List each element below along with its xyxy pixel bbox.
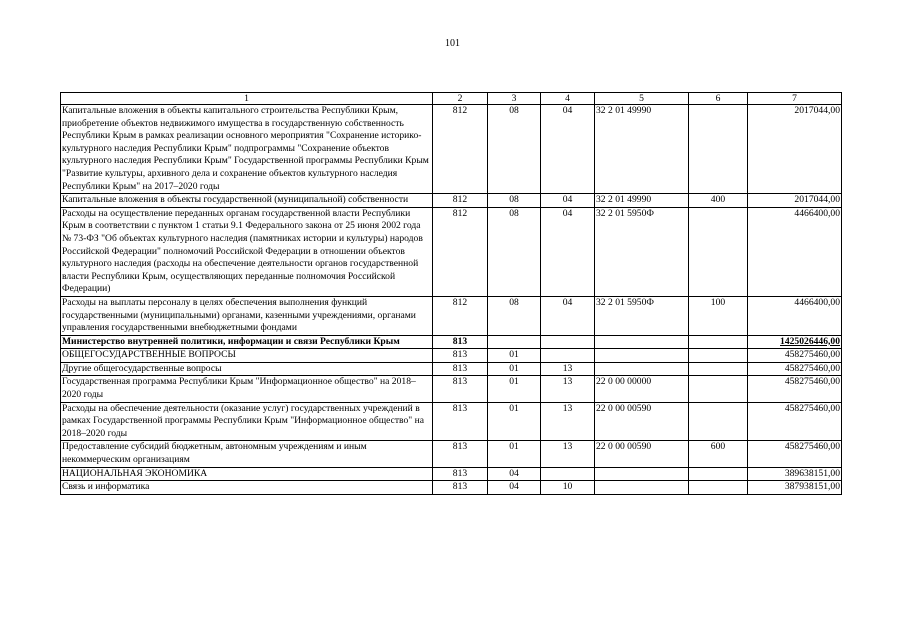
- row-target-code: 32 2 01 49990: [595, 194, 689, 208]
- header-col-3: 3: [488, 93, 541, 105]
- row-ministry-code: 813: [433, 402, 488, 441]
- header-col-4: 4: [541, 93, 595, 105]
- row-target-code: 32 2 01 5950Ф: [595, 207, 689, 296]
- row-section: 01: [488, 349, 541, 363]
- row-ministry-code: 812: [433, 296, 488, 335]
- row-target-code: [595, 349, 689, 363]
- row-subsection: 13: [541, 441, 595, 467]
- row-expense-type: [689, 467, 748, 481]
- row-expense-type: [689, 376, 748, 402]
- header-row: [61, 93, 842, 105]
- row-amount: 458275460,00: [748, 376, 842, 402]
- row-amount: 458275460,00: [748, 349, 842, 363]
- row-expense-type: [689, 481, 748, 495]
- row-description: Другие общегосударственные вопросы: [61, 362, 433, 376]
- row-target-code: 32 2 01 5950Ф: [595, 296, 689, 335]
- row-description: Расходы на осуществление переданных органам государственной власти Республики Крым в соответствии с пунктом 1 статьи 9.1 Федерального закона от 25 июня 2002 года № 73-ФЗ "Об объектах культурного наследия (памятниках истории и культуры) народов Российской Федерации" полномочий Российской Федерации в отношении объектов культурного наследия (расходы на обеспечение деятельности органов государственной власти Республики Крым, осуществляющих переданные полномочия Российской Федерации): [61, 207, 433, 296]
- row-subsection: 13: [541, 362, 595, 376]
- row-section: [488, 335, 541, 349]
- row-description: Капитальные вложения в объекты капитального строительства Республики Крым, приобретение объектов недвижимого имущества в государственную собственность Республики Крым в рамках реализации основного мероприятия "Сохранение историко-культурного наследия Республики Крым" подпрограммы "Сохранение объектов культурного наследия Республики Крым" Государственной программы Республики Крым "Развитие культуры, архивного дела и сохранение объектов культурного наследия Республики Крым" на 2017–2020 годы: [61, 105, 433, 194]
- row-expense-type: 600: [689, 441, 748, 467]
- row-subsection: [541, 467, 595, 481]
- table-row: [61, 105, 842, 194]
- row-ministry-code: 813: [433, 441, 488, 467]
- row-description: Государственная программа Республики Крым "Информационное общество" на 2018–2020 годы: [61, 376, 433, 402]
- row-amount: 458275460,00: [748, 441, 842, 467]
- row-target-code: [595, 467, 689, 481]
- row-ministry-code: 813: [433, 481, 488, 495]
- table-row: [61, 207, 842, 296]
- table-row: [61, 296, 842, 335]
- row-expense-type: [689, 362, 748, 376]
- row-ministry-code: 812: [433, 194, 488, 208]
- row-target-code: 22 0 00 00590: [595, 441, 689, 467]
- row-amount: 4466400,00: [748, 296, 842, 335]
- row-section: 04: [488, 481, 541, 495]
- row-expense-type: [689, 349, 748, 363]
- row-description: Расходы на выплаты персоналу в целях обеспечения выполнения функций государственными (муниципальными) органами, казенными учреждениями, органами управления государственными внебюджетными фондами: [61, 296, 433, 335]
- table-row: [61, 194, 842, 208]
- row-ministry-code: 812: [433, 105, 488, 194]
- row-ministry-code: 813: [433, 335, 488, 349]
- row-section: 01: [488, 402, 541, 441]
- header-col-7: 7: [748, 93, 842, 105]
- row-ministry-code: 813: [433, 349, 488, 363]
- row-ministry-code: 813: [433, 376, 488, 402]
- row-ministry-code: 812: [433, 207, 488, 296]
- table-row: [61, 481, 842, 495]
- table-row: [61, 362, 842, 376]
- row-amount: 4466400,00: [748, 207, 842, 296]
- row-target-code: 22 0 00 00000: [595, 376, 689, 402]
- row-description: ОБЩЕГОСУДАРСТВЕННЫЕ ВОПРОСЫ: [61, 349, 433, 363]
- row-section: 08: [488, 296, 541, 335]
- row-target-code: [595, 481, 689, 495]
- header-col-5: 5: [595, 93, 689, 105]
- row-description: Связь и информатика: [61, 481, 433, 495]
- header-col-6: 6: [689, 93, 748, 105]
- row-ministry-code: 813: [433, 362, 488, 376]
- row-subsection: 04: [541, 296, 595, 335]
- row-subsection: 13: [541, 376, 595, 402]
- row-amount: 458275460,00: [748, 362, 842, 376]
- row-amount: 389638151,00: [748, 467, 842, 481]
- table-row: [61, 376, 842, 402]
- row-expense-type: 400: [689, 194, 748, 208]
- row-subsection: 04: [541, 207, 595, 296]
- row-section: 08: [488, 105, 541, 194]
- row-expense-type: 100: [689, 296, 748, 335]
- row-amount: 458275460,00: [748, 402, 842, 441]
- table-row: [61, 467, 842, 481]
- row-subsection: 04: [541, 194, 595, 208]
- table-body: [61, 105, 842, 495]
- row-amount: 387938151,00: [748, 481, 842, 495]
- row-amount: 2017044,00: [748, 194, 842, 208]
- row-section: 08: [488, 207, 541, 296]
- row-section: 01: [488, 441, 541, 467]
- row-subsection: 04: [541, 105, 595, 194]
- row-ministry-code: 813: [433, 467, 488, 481]
- row-target-code: 32 2 01 49990: [595, 105, 689, 194]
- row-subsection: [541, 335, 595, 349]
- row-target-code: [595, 335, 689, 349]
- row-description: Капитальные вложения в объекты государственной (муниципальной) собственности: [61, 194, 433, 208]
- table-row: [61, 335, 842, 349]
- table-header: [61, 93, 842, 105]
- table-row: [61, 349, 842, 363]
- row-description: Расходы на обеспечение деятельности (оказание услуг) государственных учреждений в рамках Государственной программы Республики Крым "Информационное общество" на 2018–2020 годы: [61, 402, 433, 441]
- row-description: Министерство внутренней политики, информации и связи Республики Крым: [61, 335, 433, 349]
- row-subsection: 13: [541, 402, 595, 441]
- row-target-code: [595, 362, 689, 376]
- budget-table: [60, 92, 842, 495]
- row-description: НАЦИОНАЛЬНАЯ ЭКОНОМИКА: [61, 467, 433, 481]
- row-target-code: 22 0 00 00590: [595, 402, 689, 441]
- row-expense-type: [689, 402, 748, 441]
- header-col-2: 2: [433, 93, 488, 105]
- row-subsection: [541, 349, 595, 363]
- header-col-1: 1: [61, 93, 433, 105]
- row-subsection: 10: [541, 481, 595, 495]
- row-expense-type: [689, 105, 748, 194]
- row-amount: 2017044,00: [748, 105, 842, 194]
- row-description: Предоставление субсидий бюджетным, автономным учреждениям и иным некоммерческим организациям: [61, 441, 433, 467]
- table-row: [61, 402, 842, 441]
- row-section: 01: [488, 362, 541, 376]
- row-expense-type: [689, 207, 748, 296]
- row-expense-type: [689, 335, 748, 349]
- row-amount: 1425026446,00: [748, 335, 842, 349]
- row-section: 08: [488, 194, 541, 208]
- table-row: [61, 441, 842, 467]
- row-section: 01: [488, 376, 541, 402]
- page-number: 101: [445, 38, 460, 49]
- row-section: 04: [488, 467, 541, 481]
